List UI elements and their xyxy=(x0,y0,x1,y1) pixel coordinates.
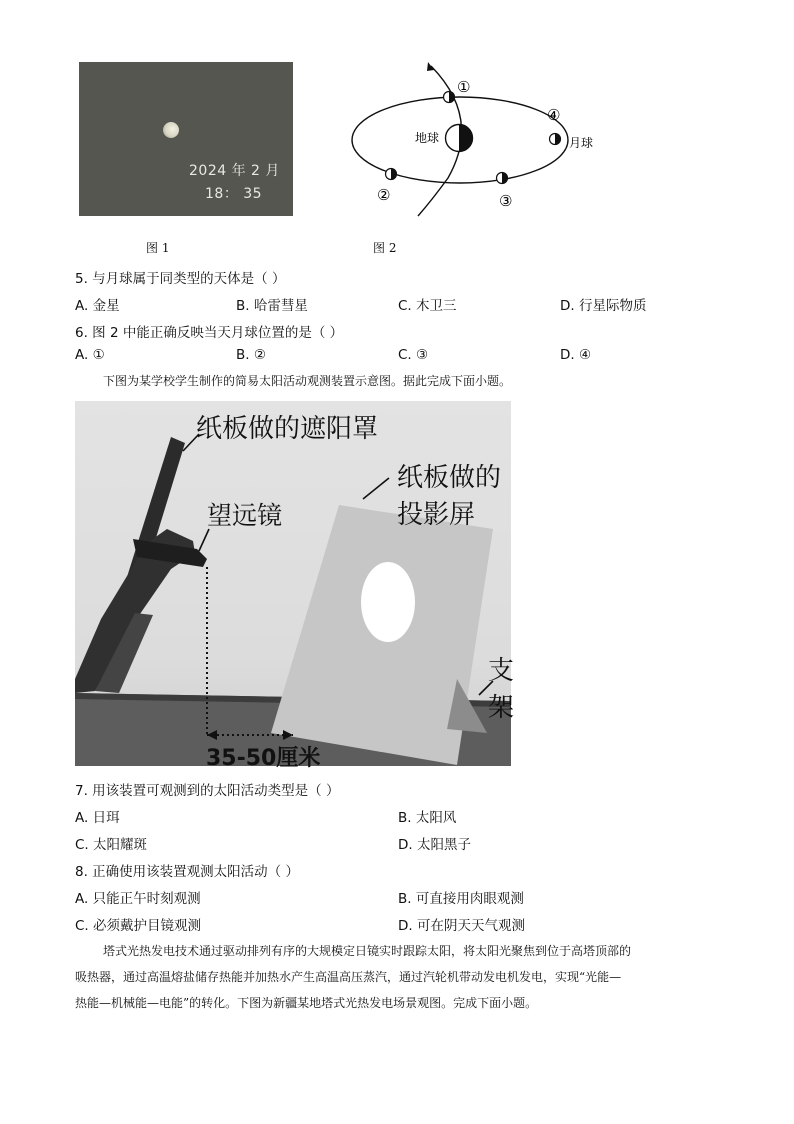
photo-timestamp-time: 18： 35 xyxy=(205,186,263,202)
q6-option-b: B. ② xyxy=(236,347,266,363)
q5-option-a: A. 金星 xyxy=(75,298,120,314)
sunshade-label: 纸板做的遮阳罩 xyxy=(196,414,379,444)
intro-paragraph-2-line-1: 塔式光热发电技术通过驱动排列有序的大规模定日镜实时跟踪太阳，将太阳光聚焦到位于高塔顶部的 xyxy=(103,944,632,958)
q6-stem: 6. 图 2 中能正确反映当天月球位置的是（ ） xyxy=(75,325,344,341)
q7-option-a: A. 日珥 xyxy=(75,810,120,826)
moon-orbit-diagram xyxy=(340,58,610,220)
q7-option-d: D. 太阳黑子 xyxy=(398,837,471,853)
q8-stem: 8. 正确使用该装置观测太阳活动（ ） xyxy=(75,864,299,880)
q8-option-d: D. 可在阴天天气观测 xyxy=(398,918,525,934)
position-label-1: ① xyxy=(457,78,471,96)
stand-label: 支架 xyxy=(488,656,515,723)
position-label-3: ③ xyxy=(499,192,513,210)
q5-option-d: D. 行星际物质 xyxy=(560,298,647,314)
projected-sun-disk xyxy=(361,562,415,642)
q5-option-b: B. 哈雷彗星 xyxy=(236,298,308,314)
moon-in-photo xyxy=(163,122,179,138)
moon-position-1-icon xyxy=(444,92,455,103)
moon-position-4-icon xyxy=(550,134,561,145)
figure2-caption: 图 2 xyxy=(373,241,397,255)
q6-option-c: C. ③ xyxy=(398,347,429,363)
intro-paragraph-1: 下图为某学校学生制作的简易太阳活动观测装置示意图。据此完成下面小题。 xyxy=(103,374,512,388)
earth-label: 地球 xyxy=(415,131,440,145)
screen-label: 纸板做的投影屏 xyxy=(397,463,502,530)
moon-photo xyxy=(79,62,293,216)
moon-position-3-icon xyxy=(497,173,508,184)
q8-option-a: A. 只能正午时刻观测 xyxy=(75,891,201,907)
position-label-2: ② xyxy=(377,186,391,204)
moon-label: 月球 xyxy=(569,136,594,150)
q8-option-b: B. 可直接用肉眼观测 xyxy=(398,891,524,907)
q8-option-c: C. 必须戴护目镜观测 xyxy=(75,918,202,934)
q6-option-d: D. ④ xyxy=(560,347,592,363)
q5-stem: 5. 与月球属于同类型的天体是（ ） xyxy=(75,271,286,287)
intro-paragraph-2-line-3: 热能—机械能—电能”的转化。下图为新疆某地塔式光热发电场景观图。完成下面小题。 xyxy=(75,996,538,1010)
direction-arrow-icon xyxy=(427,62,434,71)
q7-option-b: B. 太阳风 xyxy=(398,810,457,826)
q6-option-a: A. ① xyxy=(75,347,105,363)
position-label-4: ④ xyxy=(547,106,561,124)
q7-stem: 7. 用该装置可观测到的太阳活动类型是（ ） xyxy=(75,783,340,799)
q7-option-c: C. 太阳耀斑 xyxy=(75,837,148,853)
intro-paragraph-2-line-2: 吸热器，通过高温熔盐储存热能并加热水产生高温高压蒸汽，通过汽轮机带动发电机发电，实现“光能— xyxy=(75,970,622,984)
q5-option-c: C. 木卫三 xyxy=(398,298,457,314)
telescope-label: 望远镜 xyxy=(207,501,283,530)
solar-observation-device-photo xyxy=(75,401,515,771)
figure1-caption: 图 1 xyxy=(146,241,170,255)
photo-timestamp-date: 2024 年 2 月 xyxy=(189,163,280,179)
moon-position-2-icon xyxy=(386,169,397,180)
distance-label: 35-50厘米 xyxy=(206,746,321,771)
